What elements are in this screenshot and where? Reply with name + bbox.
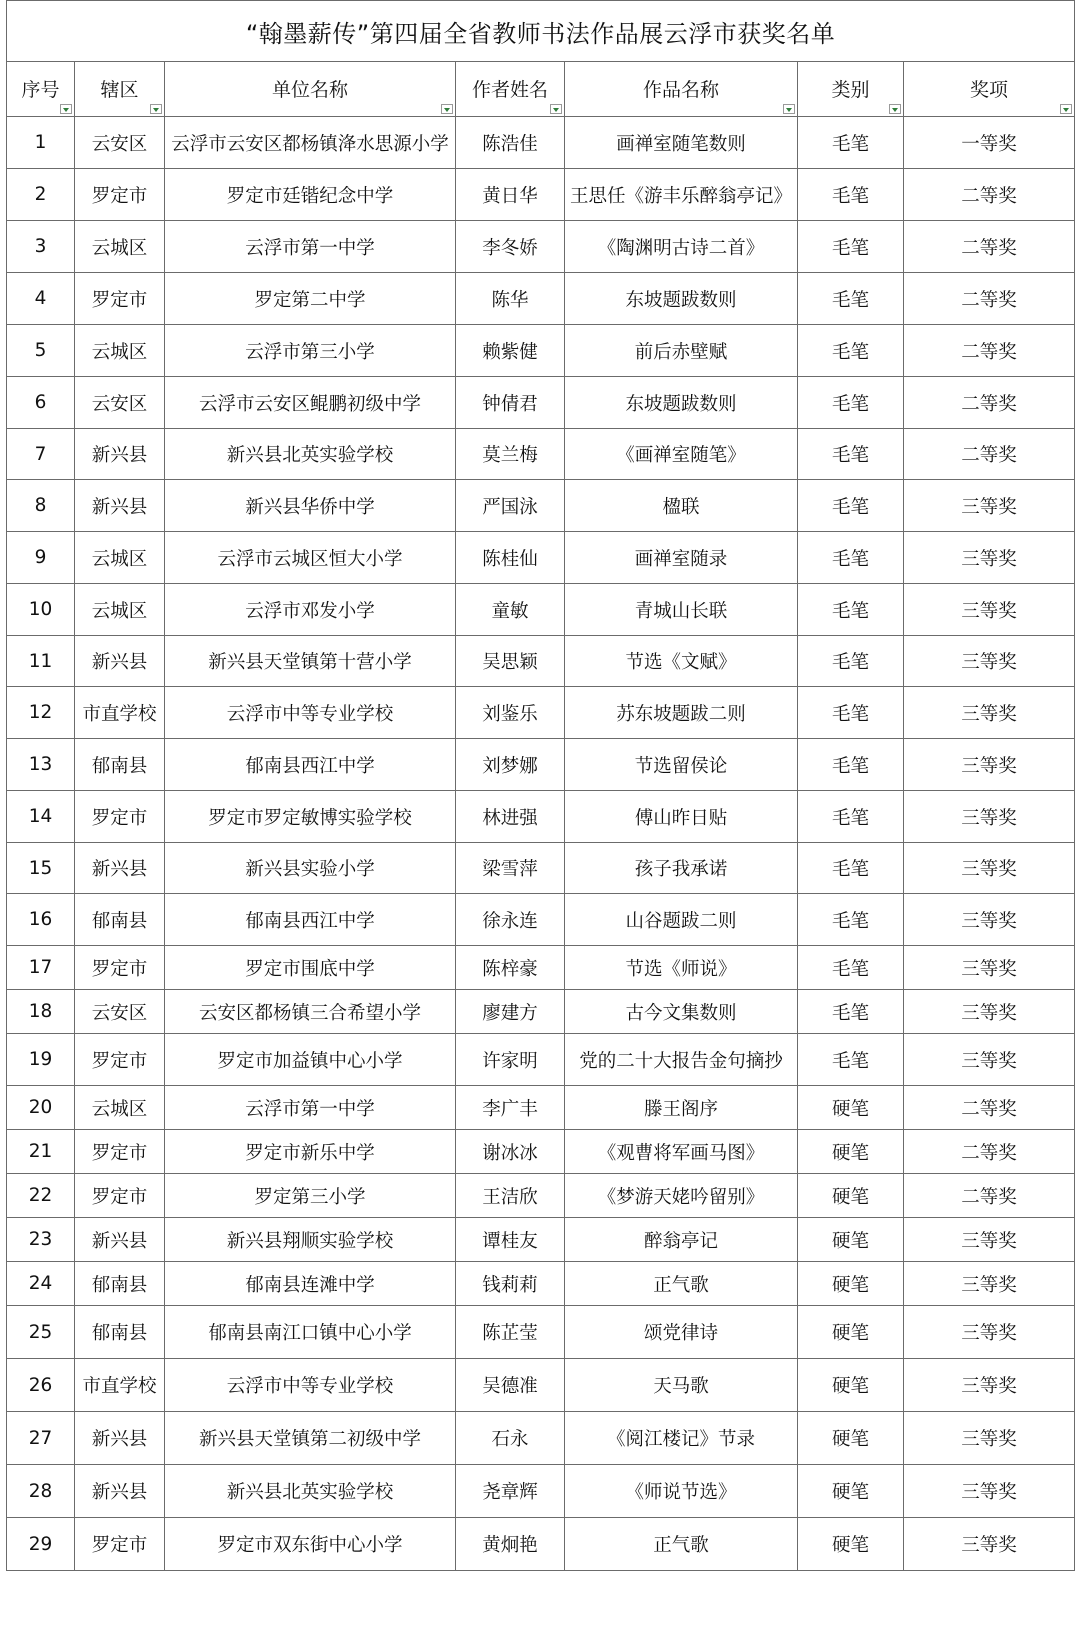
cell-award: 二等奖	[904, 221, 1075, 273]
cell-author-name: 李冬娇	[456, 221, 565, 273]
cell-author-name: 王洁欣	[456, 1174, 565, 1218]
cell-award: 二等奖	[904, 429, 1075, 480]
cell-category: 毛笔	[798, 791, 904, 843]
cell-award: 三等奖	[904, 1518, 1075, 1571]
cell-award: 三等奖	[904, 990, 1075, 1034]
cell-work-title: 前后赤壁赋	[565, 325, 798, 377]
cell-award: 三等奖	[904, 1034, 1075, 1086]
cell-work-title: 节选《文赋》	[565, 636, 798, 687]
cell-work-title: 节选留侯论	[565, 739, 798, 791]
cell-author-name: 陈桂仙	[456, 532, 565, 584]
cell-author-name: 莫兰梅	[456, 429, 565, 480]
cell-work-title: 《师说节选》	[565, 1465, 798, 1518]
table-row	[7, 1130, 1075, 1174]
cell-index: 23	[7, 1218, 75, 1262]
filter-dropdown-icon[interactable]	[60, 104, 72, 114]
cell-work-title: 正气歌	[565, 1262, 798, 1306]
cell-work-title: 东坡题跋数则	[565, 273, 798, 325]
filter-dropdown-icon[interactable]	[441, 104, 453, 114]
cell-unit-name: 云浮市邓发小学	[165, 584, 456, 636]
cell-category: 毛笔	[798, 377, 904, 429]
cell-author-name: 谭桂友	[456, 1218, 565, 1262]
cell-index: 24	[7, 1262, 75, 1306]
cell-unit-name: 云浮市第一中学	[165, 221, 456, 273]
cell-category: 毛笔	[798, 429, 904, 480]
cell-index: 13	[7, 739, 75, 791]
cell-work-title: 青城山长联	[565, 584, 798, 636]
cell-district: 新兴县	[75, 843, 165, 894]
table-row	[7, 1086, 1075, 1130]
cell-index: 28	[7, 1465, 75, 1518]
cell-district: 罗定市	[75, 1174, 165, 1218]
cell-district: 云城区	[75, 1086, 165, 1130]
cell-unit-name: 郁南县西江中学	[165, 739, 456, 791]
cell-unit-name: 云浮市云安区都杨镇洚水思源小学	[165, 117, 456, 169]
cell-award: 二等奖	[904, 169, 1075, 221]
cell-work-title: 苏东坡题跋二则	[565, 687, 798, 739]
cell-unit-name: 云浮市第一中学	[165, 1086, 456, 1130]
cell-category: 毛笔	[798, 894, 904, 946]
cell-award: 二等奖	[904, 377, 1075, 429]
cell-category: 硬笔	[798, 1262, 904, 1306]
cell-author-name: 黄炯艳	[456, 1518, 565, 1571]
column-header-label: 作者姓名	[471, 78, 548, 101]
cell-unit-name: 罗定市围底中学	[165, 946, 456, 990]
table-row	[7, 739, 1075, 791]
cell-unit-name: 新兴县实验小学	[165, 843, 456, 894]
column-header-award	[904, 62, 1075, 117]
filter-dropdown-icon[interactable]	[150, 104, 162, 114]
cell-award: 三等奖	[904, 1262, 1075, 1306]
cell-district: 罗定市	[75, 1034, 165, 1086]
filter-dropdown-icon[interactable]	[783, 104, 795, 114]
cell-award: 三等奖	[904, 584, 1075, 636]
cell-work-title: 山谷题跋二则	[565, 894, 798, 946]
cell-district: 云城区	[75, 221, 165, 273]
cell-unit-name: 云浮市第三小学	[165, 325, 456, 377]
table-row	[7, 1518, 1075, 1571]
cell-author-name: 陈华	[456, 273, 565, 325]
cell-work-title: 孩子我承诺	[565, 843, 798, 894]
table-row	[7, 169, 1075, 221]
cell-unit-name: 云浮市中等专业学校	[165, 687, 456, 739]
cell-category: 毛笔	[798, 532, 904, 584]
cell-category: 毛笔	[798, 273, 904, 325]
cell-unit-name: 郁南县连滩中学	[165, 1262, 456, 1306]
cell-district: 市直学校	[75, 687, 165, 739]
cell-unit-name: 郁南县南江口镇中心小学	[165, 1306, 456, 1359]
cell-index: 12	[7, 687, 75, 739]
cell-author-name: 廖建方	[456, 990, 565, 1034]
cell-award: 三等奖	[904, 894, 1075, 946]
cell-index: 10	[7, 584, 75, 636]
cell-award: 三等奖	[904, 1218, 1075, 1262]
cell-category: 硬笔	[798, 1306, 904, 1359]
cell-author-name: 钟倩君	[456, 377, 565, 429]
cell-index: 20	[7, 1086, 75, 1130]
cell-index: 3	[7, 221, 75, 273]
cell-index: 1	[7, 117, 75, 169]
cell-work-title: 傅山昨日贴	[565, 791, 798, 843]
cell-category: 毛笔	[798, 117, 904, 169]
cell-index: 4	[7, 273, 75, 325]
cell-index: 16	[7, 894, 75, 946]
cell-author-name: 林进强	[456, 791, 565, 843]
cell-district: 新兴县	[75, 1218, 165, 1262]
cell-category: 毛笔	[798, 687, 904, 739]
cell-work-title: 东坡题跋数则	[565, 377, 798, 429]
cell-index: 14	[7, 791, 75, 843]
cell-unit-name: 新兴县天堂镇第二初级中学	[165, 1412, 456, 1465]
column-header-author-name	[456, 62, 565, 117]
table-row	[7, 221, 1075, 273]
cell-category: 硬笔	[798, 1086, 904, 1130]
cell-work-title: 画禅室随笔数则	[565, 117, 798, 169]
cell-district: 新兴县	[75, 1465, 165, 1518]
cell-unit-name: 罗定市新乐中学	[165, 1130, 456, 1174]
cell-category: 硬笔	[798, 1218, 904, 1262]
cell-district: 云安区	[75, 377, 165, 429]
cell-unit-name: 云浮市云城区恒大小学	[165, 532, 456, 584]
cell-award: 三等奖	[904, 687, 1075, 739]
cell-award: 三等奖	[904, 843, 1075, 894]
table-row	[7, 1306, 1075, 1359]
cell-author-name: 童敏	[456, 584, 565, 636]
column-header-label: 序号	[21, 78, 60, 101]
cell-work-title: 《陶渊明古诗二首》	[565, 221, 798, 273]
cell-award: 三等奖	[904, 480, 1075, 532]
cell-unit-name: 新兴县北英实验学校	[165, 1465, 456, 1518]
table-row	[7, 946, 1075, 990]
cell-award: 三等奖	[904, 791, 1075, 843]
cell-index: 19	[7, 1034, 75, 1086]
award-list-sheet	[6, 0, 1074, 1571]
table-row	[7, 1412, 1075, 1465]
cell-work-title: 正气歌	[565, 1518, 798, 1571]
cell-index: 29	[7, 1518, 75, 1571]
column-header-label: 单位名称	[271, 78, 348, 101]
cell-work-title: 楹联	[565, 480, 798, 532]
cell-index: 6	[7, 377, 75, 429]
cell-unit-name: 郁南县西江中学	[165, 894, 456, 946]
table-row	[7, 990, 1075, 1034]
cell-award: 二等奖	[904, 1086, 1075, 1130]
cell-index: 21	[7, 1130, 75, 1174]
filter-dropdown-icon[interactable]	[889, 104, 901, 114]
table-row	[7, 273, 1075, 325]
cell-unit-name: 云安区都杨镇三合希望小学	[165, 990, 456, 1034]
cell-district: 新兴县	[75, 429, 165, 480]
cell-award: 二等奖	[904, 273, 1075, 325]
cell-district: 市直学校	[75, 1359, 165, 1412]
cell-index: 17	[7, 946, 75, 990]
cell-district: 云城区	[75, 584, 165, 636]
cell-work-title: 节选《师说》	[565, 946, 798, 990]
cell-unit-name: 新兴县北英实验学校	[165, 429, 456, 480]
cell-index: 11	[7, 636, 75, 687]
table-row	[7, 1174, 1075, 1218]
cell-category: 毛笔	[798, 169, 904, 221]
cell-author-name: 许家明	[456, 1034, 565, 1086]
table-row	[7, 429, 1075, 480]
filter-dropdown-icon[interactable]	[1060, 104, 1072, 114]
cell-award: 二等奖	[904, 325, 1075, 377]
cell-index: 7	[7, 429, 75, 480]
cell-district: 罗定市	[75, 946, 165, 990]
cell-district: 新兴县	[75, 480, 165, 532]
cell-author-name: 石永	[456, 1412, 565, 1465]
table-row	[7, 377, 1075, 429]
column-header-row	[7, 62, 1075, 117]
filter-dropdown-icon[interactable]	[550, 104, 562, 114]
cell-index: 18	[7, 990, 75, 1034]
cell-index: 2	[7, 169, 75, 221]
cell-category: 硬笔	[798, 1518, 904, 1571]
cell-category: 硬笔	[798, 1130, 904, 1174]
cell-index: 5	[7, 325, 75, 377]
cell-work-title: 《画禅室随笔》	[565, 429, 798, 480]
cell-district: 新兴县	[75, 636, 165, 687]
cell-award: 三等奖	[904, 1412, 1075, 1465]
cell-category: 毛笔	[798, 584, 904, 636]
cell-author-name: 刘梦娜	[456, 739, 565, 791]
cell-award: 三等奖	[904, 1465, 1075, 1518]
cell-work-title: 《观曹将军画马图》	[565, 1130, 798, 1174]
cell-author-name: 吴思颖	[456, 636, 565, 687]
cell-work-title: 《梦游天姥吟留别》	[565, 1174, 798, 1218]
table-row	[7, 1359, 1075, 1412]
cell-author-name: 严国泳	[456, 480, 565, 532]
table-row	[7, 843, 1075, 894]
cell-index: 27	[7, 1412, 75, 1465]
cell-work-title: 《阅江楼记》节录	[565, 1412, 798, 1465]
cell-district: 云城区	[75, 532, 165, 584]
table-body	[7, 117, 1075, 1571]
table-row	[7, 584, 1075, 636]
cell-category: 硬笔	[798, 1174, 904, 1218]
cell-category: 毛笔	[798, 739, 904, 791]
cell-district: 罗定市	[75, 1130, 165, 1174]
table-row	[7, 1465, 1075, 1518]
column-header-district	[75, 62, 165, 117]
cell-category: 毛笔	[798, 843, 904, 894]
cell-award: 三等奖	[904, 946, 1075, 990]
column-header-label: 辖区	[100, 78, 139, 101]
cell-author-name: 刘鉴乐	[456, 687, 565, 739]
cell-category: 毛笔	[798, 946, 904, 990]
cell-category: 毛笔	[798, 636, 904, 687]
cell-author-name: 陈芷莹	[456, 1306, 565, 1359]
cell-author-name: 徐永连	[456, 894, 565, 946]
cell-author-name: 赖紫健	[456, 325, 565, 377]
cell-unit-name: 新兴县天堂镇第十营小学	[165, 636, 456, 687]
cell-district: 新兴县	[75, 1412, 165, 1465]
cell-unit-name: 云浮市云安区鲲鹏初级中学	[165, 377, 456, 429]
cell-district: 云安区	[75, 117, 165, 169]
cell-district: 郁南县	[75, 739, 165, 791]
table-row	[7, 636, 1075, 687]
cell-award: 二等奖	[904, 1130, 1075, 1174]
table-row	[7, 117, 1075, 169]
table-row	[7, 1262, 1075, 1306]
cell-district: 罗定市	[75, 791, 165, 843]
cell-index: 25	[7, 1306, 75, 1359]
cell-unit-name: 罗定市双东街中心小学	[165, 1518, 456, 1571]
cell-author-name: 李广丰	[456, 1086, 565, 1130]
column-header-label: 奖项	[970, 78, 1009, 101]
table-row	[7, 791, 1075, 843]
column-header-label: 类别	[831, 78, 870, 101]
cell-category: 毛笔	[798, 480, 904, 532]
cell-category: 毛笔	[798, 221, 904, 273]
cell-category: 硬笔	[798, 1359, 904, 1412]
cell-work-title: 天马歌	[565, 1359, 798, 1412]
cell-category: 毛笔	[798, 325, 904, 377]
cell-district: 郁南县	[75, 894, 165, 946]
cell-category: 硬笔	[798, 1412, 904, 1465]
cell-work-title: 画禅室随录	[565, 532, 798, 584]
cell-award: 一等奖	[904, 117, 1075, 169]
table-row	[7, 325, 1075, 377]
cell-index: 9	[7, 532, 75, 584]
cell-award: 三等奖	[904, 532, 1075, 584]
cell-award: 三等奖	[904, 636, 1075, 687]
cell-unit-name: 新兴县翔顺实验学校	[165, 1218, 456, 1262]
table-row	[7, 687, 1075, 739]
cell-index: 26	[7, 1359, 75, 1412]
cell-award: 三等奖	[904, 1359, 1075, 1412]
table-row	[7, 894, 1075, 946]
column-header-category	[798, 62, 904, 117]
cell-work-title: 王思任《游丰乐醉翁亭记》	[565, 169, 798, 221]
table-row	[7, 1218, 1075, 1262]
column-header-work-title	[565, 62, 798, 117]
cell-district: 郁南县	[75, 1306, 165, 1359]
sheet-title: “翰墨薪传”第四届全省教师书法作品展云浮市获奖名单	[7, 1, 1075, 62]
column-header-label: 作品名称	[642, 78, 719, 101]
cell-category: 毛笔	[798, 1034, 904, 1086]
cell-unit-name: 罗定第二中学	[165, 273, 456, 325]
cell-unit-name: 罗定市罗定敏博实验学校	[165, 791, 456, 843]
cell-author-name: 陈浩佳	[456, 117, 565, 169]
cell-author-name: 陈梓豪	[456, 946, 565, 990]
table-row	[7, 532, 1075, 584]
cell-index: 15	[7, 843, 75, 894]
cell-author-name: 吴德准	[456, 1359, 565, 1412]
cell-category: 硬笔	[798, 1465, 904, 1518]
cell-author-name: 尧章辉	[456, 1465, 565, 1518]
table-row	[7, 480, 1075, 532]
cell-work-title: 醉翁亭记	[565, 1218, 798, 1262]
cell-district: 云城区	[75, 325, 165, 377]
cell-unit-name: 罗定市廷锴纪念中学	[165, 169, 456, 221]
cell-award: 三等奖	[904, 1306, 1075, 1359]
award-table	[6, 0, 1075, 1571]
cell-unit-name: 罗定第三小学	[165, 1174, 456, 1218]
cell-district: 罗定市	[75, 273, 165, 325]
cell-work-title: 古今文集数则	[565, 990, 798, 1034]
cell-author-name: 黄日华	[456, 169, 565, 221]
cell-district: 云安区	[75, 990, 165, 1034]
cell-author-name: 谢冰冰	[456, 1130, 565, 1174]
cell-award: 三等奖	[904, 739, 1075, 791]
cell-author-name: 钱莉莉	[456, 1262, 565, 1306]
cell-district: 罗定市	[75, 1518, 165, 1571]
cell-index: 8	[7, 480, 75, 532]
cell-work-title: 党的二十大报告金句摘抄	[565, 1034, 798, 1086]
cell-unit-name: 云浮市中等专业学校	[165, 1359, 456, 1412]
cell-district: 罗定市	[75, 169, 165, 221]
cell-index: 22	[7, 1174, 75, 1218]
cell-unit-name: 罗定市加益镇中心小学	[165, 1034, 456, 1086]
cell-work-title: 滕王阁序	[565, 1086, 798, 1130]
cell-unit-name: 新兴县华侨中学	[165, 480, 456, 532]
table-row	[7, 1034, 1075, 1086]
cell-award: 二等奖	[904, 1174, 1075, 1218]
column-header-index	[7, 62, 75, 117]
cell-author-name: 梁雪萍	[456, 843, 565, 894]
cell-category: 毛笔	[798, 990, 904, 1034]
cell-work-title: 颂党律诗	[565, 1306, 798, 1359]
column-header-unit-name	[165, 62, 456, 117]
cell-district: 郁南县	[75, 1262, 165, 1306]
